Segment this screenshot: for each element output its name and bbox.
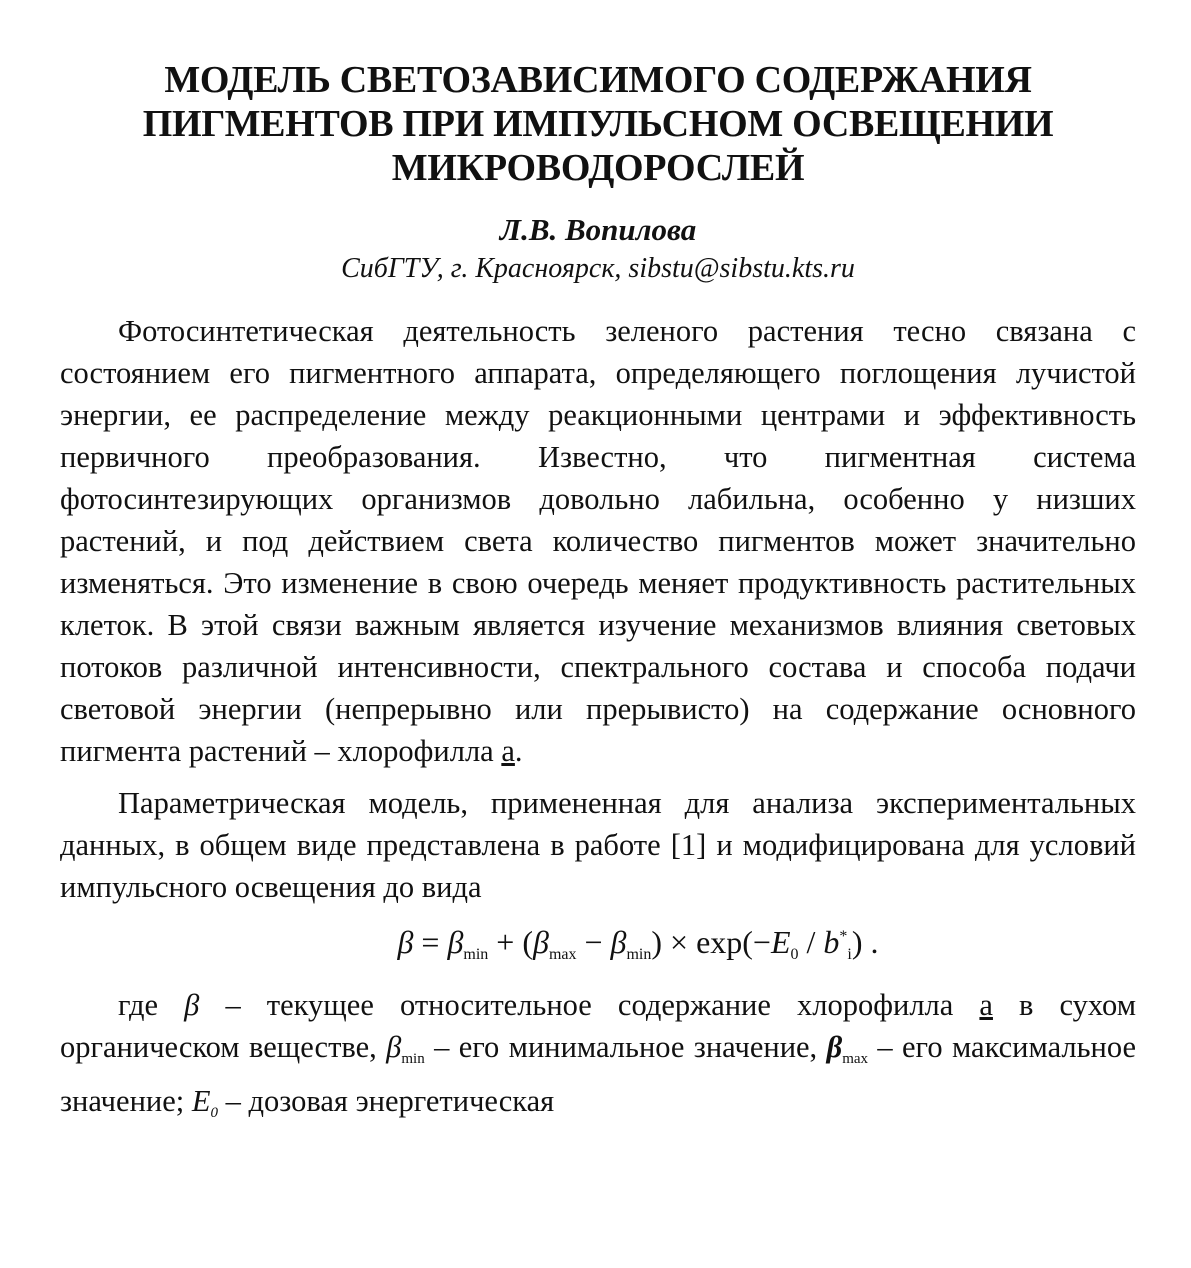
author-affiliation: СибГТУ, г. Красноярск, sibstu@sibstu.kts.ru xyxy=(341,253,855,284)
title-line-2: ПИГМЕНТОВ ПРИ ИМПУЛЬСНОМ ОСВЕЩЕНИИ xyxy=(142,103,1054,145)
def-start: где xyxy=(118,988,159,1022)
def-beta-max: β xyxy=(826,1030,843,1064)
def-beta-min-sub: min xyxy=(401,1051,425,1067)
formula-beta-min-2: β xyxy=(610,924,627,960)
formula-b-sup: * xyxy=(839,928,848,945)
def-beta-min: β xyxy=(386,1030,402,1064)
formula-beta-min-sub: min xyxy=(463,946,489,963)
def-letter-a: а xyxy=(979,988,993,1022)
title-line-1: МОДЕЛЬ СВЕТОЗАВИСИМОГО СОДЕРЖАНИЯ xyxy=(164,59,1032,101)
title-line-3: МИКРОВОДОРОСЛЕЙ xyxy=(391,147,805,189)
formula-slash: / xyxy=(798,924,824,960)
paragraph-model: Параметрическая модель, примененная для анализа экспериментальных данных, в общем виде представлена в работе [1] и модифицирована для условий импульсного освещения до вида xyxy=(60,786,1136,904)
def-text2: в сухом органическом веществе, xyxy=(60,988,1136,1064)
formula-b-sub: i xyxy=(847,946,852,963)
formula-plus-open: + ( xyxy=(488,924,533,960)
paper-title xyxy=(60,58,1136,190)
paragraph-intro-text: Фотосинтетическая деятельность зеленого растения тесно связана с состоянием его пигментного аппарата, определяющего поглощения лучистой энергии, ее распределение между реакционными центрами и эффективность первичного преобразования. Известно, что пигментная система фотосинтезирующих организмов довольно лабильна, особенно у низших растений, и под действием света количество пигментов может значительно изменяться. Это изменение в свою очередь меняет продуктивность растительных клеток. В этой связи важным является изучение механизмов влияния световых потоков различной интенсивности, спектрального состава и способа подачи световой энергии (непрерывно или прерывисто) на содержание основного пигмента растений – хлорофилла xyxy=(60,314,1136,768)
def-text5: – дозовая энергетическая xyxy=(218,1084,555,1118)
def-text4: – его максимальное значение; xyxy=(60,1030,1136,1118)
def-beta: β xyxy=(184,988,200,1022)
def-text3: – его минимальное значение, xyxy=(424,1030,827,1064)
paragraph-intro-end: . xyxy=(514,734,523,768)
def-E: E xyxy=(191,1084,211,1118)
chlorophyll-a-letter: а xyxy=(501,734,515,768)
model-formula xyxy=(60,912,1136,980)
formula-beta-min: β xyxy=(447,924,464,960)
formula-b: b xyxy=(823,924,840,960)
paragraph-definitions xyxy=(60,984,1136,1134)
formula-beta-max-sub: max xyxy=(548,946,577,963)
formula-beta: β xyxy=(397,924,414,960)
formula-E-sub: 0 xyxy=(790,946,799,963)
paragraph-intro xyxy=(60,310,1136,772)
formula-end: ) . xyxy=(851,924,879,960)
author-name: Л.В. Вопилова xyxy=(499,212,697,247)
def-text1: – текущее относительное содержание хлорофилла xyxy=(199,988,980,1022)
def-E-sub: 0 xyxy=(210,1105,218,1121)
paper-page xyxy=(60,58,1136,1134)
formula-E: E xyxy=(770,924,791,960)
formula-exp: ) × exp(− xyxy=(651,924,771,960)
def-beta-max-sub: max xyxy=(842,1051,869,1067)
formula-beta-min-sub-2: min xyxy=(626,946,652,963)
formula-equals: = xyxy=(413,924,448,960)
formula-beta-max: β xyxy=(533,924,549,960)
formula-minus: − xyxy=(576,924,611,960)
